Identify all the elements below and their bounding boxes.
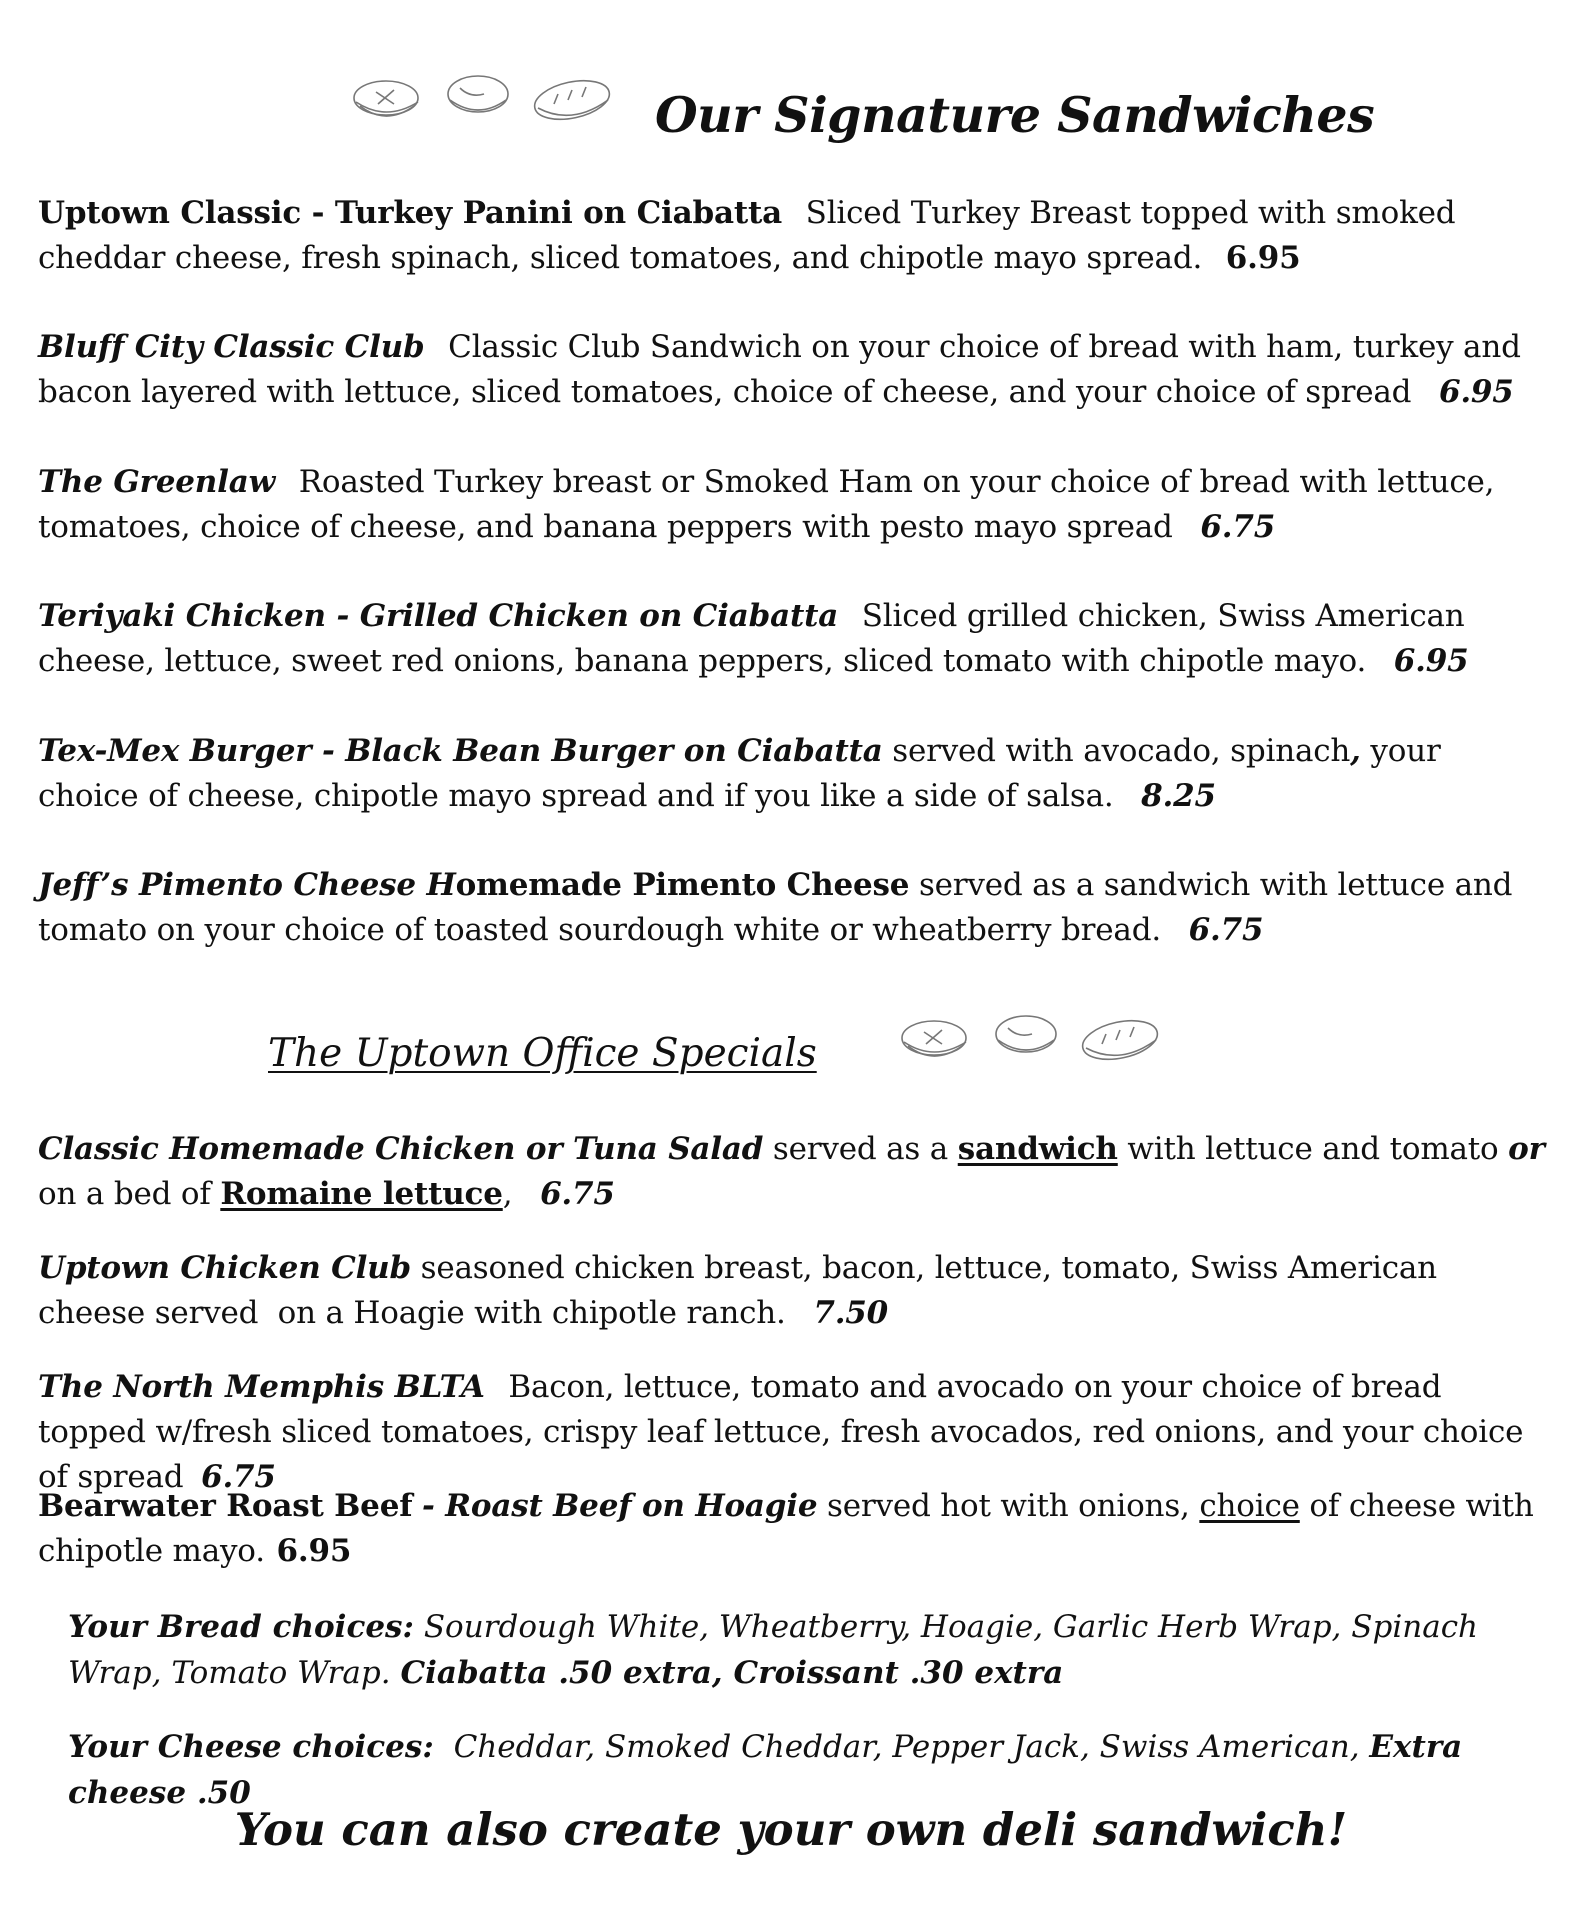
special-item bbox=[38, 1246, 1548, 1336]
item-name: Classic Homemade Chicken or Tuna Salad bbox=[38, 1131, 764, 1167]
item-comma: , bbox=[502, 1176, 513, 1212]
item-price: 6.95 bbox=[1393, 643, 1469, 679]
hoagie-icon bbox=[531, 74, 613, 125]
menu-item bbox=[38, 594, 1548, 684]
romaine-option: Romaine lettuce bbox=[220, 1176, 503, 1212]
item-name: The Greenlaw bbox=[38, 464, 276, 500]
item-description-comma: , bbox=[1350, 733, 1361, 769]
item-text: on a bed of bbox=[38, 1176, 211, 1212]
menu-item bbox=[38, 325, 1548, 415]
item-description: Sliced Turkey Breast topped with smoked cheddar cheese, fresh spinach, sliced tomatoes, and chipotle mayo spread. bbox=[38, 195, 1456, 276]
item-description: Sliced grilled chicken, Swiss American cheese, lettuce, sweet red onions, banana peppers, sliced tomato with chipotle mayo. bbox=[38, 598, 1465, 679]
item-name-cont: omemade Pimento Cheese bbox=[455, 867, 910, 903]
item-description: served as a sandwich with lettuce and tomato on your choice of toasted sourdough white or wheatberry bread. bbox=[38, 867, 1513, 948]
menu-item bbox=[38, 863, 1548, 953]
page-title: Our Signature Sandwiches bbox=[655, 86, 1375, 144]
item-price: 6.75 bbox=[1200, 509, 1276, 545]
item-price: 6.95 bbox=[1438, 374, 1514, 410]
item-subtitle: - Roast Beef on Hoagie bbox=[422, 1488, 818, 1524]
item-name: Tex-Mex Burger - Black Bean Burger on Ciabatta bbox=[38, 733, 883, 769]
item-price: 6.95 bbox=[1225, 240, 1301, 276]
item-description: Classic Club Sandwich on your choice of bread with ham, turkey and bacon layered with lettuce, sliced tomatoes, choice of cheese, and your choice of spread bbox=[38, 329, 1521, 410]
choice-word: choice bbox=[1199, 1488, 1300, 1524]
bread-choices bbox=[68, 1604, 1528, 1696]
sandwich-icon bbox=[354, 81, 418, 116]
sandwich-icons-top bbox=[350, 70, 625, 132]
item-price: 6.75 bbox=[540, 1176, 615, 1212]
item-description: Bacon, lettuce, tomato and avocado on your choice of bread topped w/fresh sliced tomatoes, crispy leaf lettuce, fresh avocados, red onions, and your choice of spread bbox=[38, 1369, 1524, 1495]
bread-extras: Ciabatta .50 extra, Croissant .30 extra bbox=[400, 1655, 1064, 1691]
item-description: your choice of cheese, chipotle mayo spread and if you like a side of salsa. bbox=[38, 733, 1441, 814]
specials-title: The Uptown Office Specials bbox=[268, 1031, 817, 1076]
item-price: 6.75 bbox=[201, 1459, 276, 1495]
or-word: or bbox=[1508, 1131, 1545, 1167]
item-price: 8.25 bbox=[1141, 778, 1216, 814]
menu-item bbox=[38, 191, 1548, 281]
menu-item bbox=[38, 460, 1548, 550]
special-item bbox=[38, 1365, 1548, 1500]
bread-list: Sourdough White, Wheatberry, Hoagie, Garlic Herb Wrap, Spinach Wrap, Tomato Wrap. bbox=[68, 1609, 1479, 1691]
item-name: The North Memphis BLTA bbox=[38, 1369, 485, 1405]
item-price: 7.50 bbox=[813, 1295, 889, 1331]
item-text: with lettuce and tomato bbox=[1127, 1131, 1499, 1167]
item-name: Teriyaki Chicken - Grilled Chicken on Ciabatta bbox=[38, 598, 839, 634]
sandwich-icons-specials bbox=[898, 1010, 1173, 1072]
special-item bbox=[38, 1127, 1548, 1217]
sandwich-option: sandwich bbox=[957, 1131, 1118, 1167]
item-description: served with avocado, spinach bbox=[892, 733, 1351, 769]
cheese-label: Your Cheese choices: bbox=[68, 1729, 434, 1765]
footer-tagline: You can also create your own deli sandwich! bbox=[234, 1803, 1348, 1856]
hoagie-icon bbox=[1079, 1014, 1161, 1065]
item-text: served as a bbox=[772, 1131, 949, 1167]
sandwich-icon bbox=[902, 1021, 966, 1056]
item-text: of cheese with chipotle mayo. bbox=[38, 1488, 1534, 1569]
item-name: Bearwater Roast Beef bbox=[38, 1488, 413, 1524]
bun-icon bbox=[448, 76, 508, 112]
item-name: Uptown Chicken Club bbox=[38, 1250, 411, 1286]
bun-icon bbox=[996, 1016, 1056, 1052]
special-item bbox=[38, 1484, 1548, 1574]
item-price: 6.75 bbox=[1188, 912, 1264, 948]
bread-label: Your Bread choices: bbox=[68, 1609, 414, 1645]
item-description: Roasted Turkey breast or Smoked Ham on your choice of bread with lettuce, tomatoes, choice of cheese, and banana peppers with pesto mayo spread bbox=[38, 464, 1495, 545]
item-description: seasoned chicken breast, bacon, lettuce, tomato, Swiss American cheese served on a Hoagie with chipotle ranch. bbox=[38, 1250, 1447, 1331]
cheese-extras: Extra cheese .50 bbox=[68, 1729, 1463, 1811]
cheese-list: Cheddar, Smoked Cheddar, Pepper Jack, Swiss American, bbox=[453, 1729, 1360, 1765]
menu-item bbox=[38, 729, 1548, 819]
item-price: 6.95 bbox=[276, 1533, 352, 1569]
item-name: Uptown Classic - Turkey Panini on Ciabatta bbox=[38, 195, 782, 231]
item-name: Jeff’s Pimento Cheese H bbox=[38, 867, 456, 903]
item-text: served hot with onions, bbox=[827, 1488, 1190, 1524]
item-name: Bluff City Classic Club bbox=[38, 329, 425, 365]
